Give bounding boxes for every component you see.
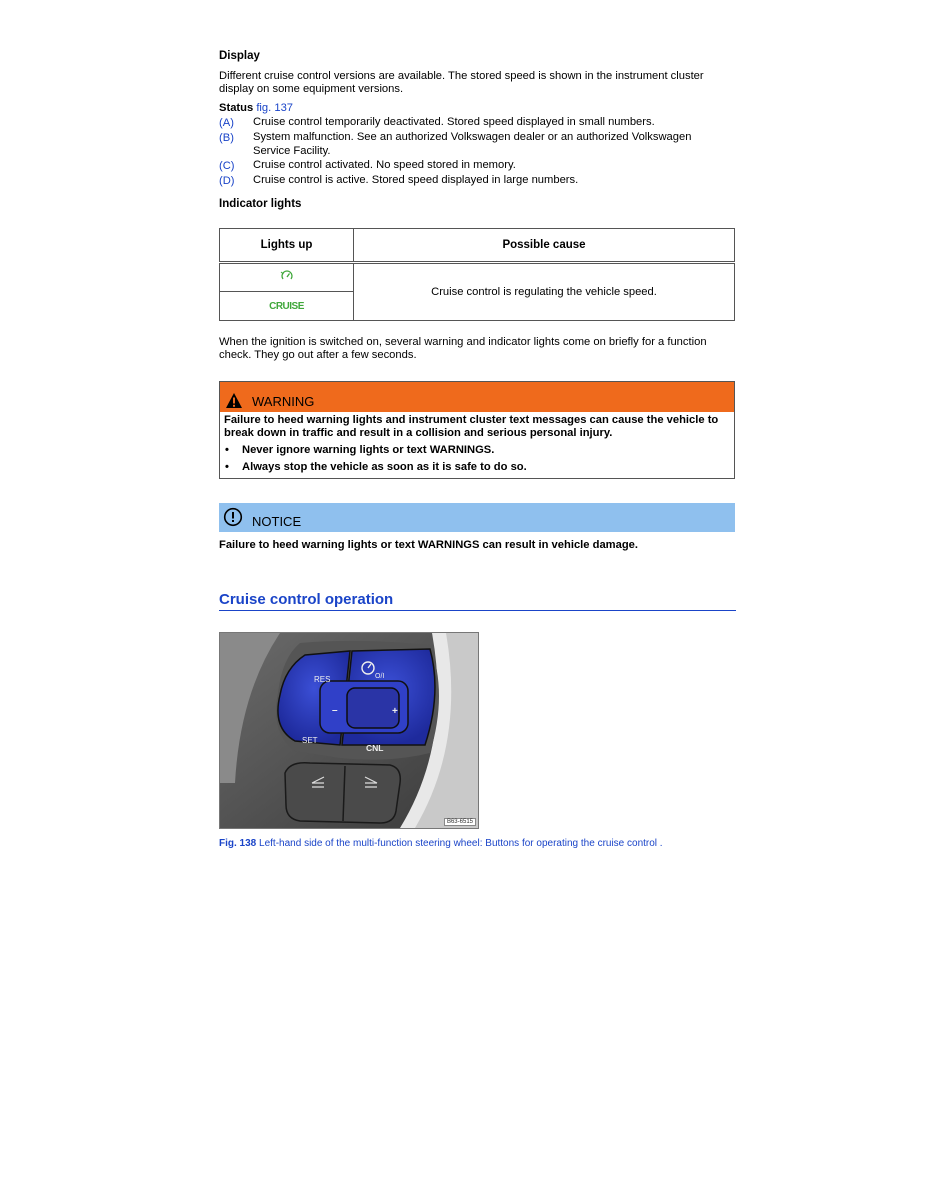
display-para-line1: Different cruise control versions are available. The stored speed is shown in the instrument cluster [219,69,704,82]
set-button-label: SET [302,736,318,745]
status-key: (C) [219,160,235,172]
indicator-table [219,228,735,321]
status-item-b [219,131,735,158]
status-key: (A) [219,117,234,129]
res-button-label: RES [314,675,331,684]
display-heading: Display [219,50,260,62]
col-possible-cause: Possible cause [354,228,735,262]
figure-code: B63-6515 [444,818,476,826]
status-item-c [219,159,735,173]
table-header-row [220,228,735,262]
minus-button-label: – [332,705,338,716]
page-content [219,50,735,851]
plus-button-label: + [392,706,398,717]
warning-box [219,381,735,479]
table-row [220,262,735,291]
bullet-text: Never ignore warning lights or text WARNINGS. [242,443,495,456]
warning-bullet [224,443,730,458]
icon-cell [220,291,354,320]
bullet-text: Always stop the vehicle as soon as it is safe to do so. [242,460,527,473]
caption-label: Fig. 138 [219,838,257,849]
steering-wheel-figure [219,632,479,829]
status-text: Cruise control activated. No speed stored in memory. [253,159,516,171]
cruise-text-indicator: CRUISE [269,300,304,312]
status-key: (B) [219,132,234,144]
warning-header [220,382,734,412]
status-fig-link[interactable]: fig. 137 [256,101,294,114]
ignition-note-line1: When the ignition is switched on, several warning and indicator lights come on briefly for a function [219,335,707,348]
bullet-icon: • [225,443,229,456]
indicator-heading: Indicator lights [219,198,302,210]
warning-line1: Failure to heed warning lights and instrument cluster text messages can cause the vehicle to [224,413,719,426]
cruise-control-icon [280,270,294,282]
steering-wheel-illustration [220,633,478,828]
warning-line2: break down in traffic and result in a collision and serious personal injury. [224,427,613,439]
status-item-a [219,116,735,130]
notice-exclamation-icon [223,507,243,527]
status-text: Cruise control is active. Stored speed displayed in large numbers. [253,174,579,186]
warning-triangle-icon [225,392,243,409]
status-item-d [219,174,735,188]
figure-caption [219,837,735,851]
notice-header [219,503,735,532]
col-lights-up: Lights up [220,228,354,262]
warning-bullet [224,460,730,475]
status-text: System malfunction. See an authorized Volkswagen dealer or an authorized Volkswagen Service Facility. [253,131,692,157]
notice-text: Failure to heed warning lights or text WARNINGS can result in vehicle damage. [219,538,638,551]
status-label: Status [219,101,254,114]
warning-body [220,412,734,478]
ignition-note-line2: check. They go out after a few seconds. [219,349,417,361]
display-para-line2: display on some equipment versions. [219,83,404,95]
bullet-icon: • [225,460,229,473]
status-text: Cruise control temporarily deactivated. Stored speed displayed in small numbers. [253,116,655,128]
status-list [219,116,735,188]
icon-cell [220,262,354,291]
cnl-button-label: CNL [366,743,384,753]
svg-text:O/I: O/I [375,673,385,680]
status-key: (D) [219,175,235,187]
warning-title: WARNING [252,393,315,409]
section-title: Cruise control operation [219,591,736,611]
cause-cell: Cruise control is regulating the vehicle speed. [354,262,735,320]
status-line [219,102,735,116]
caption-text: Left-hand side of the multi-function steering wheel: Buttons for operating the cruise control . [256,838,663,849]
notice-title: NOTICE [252,513,302,529]
